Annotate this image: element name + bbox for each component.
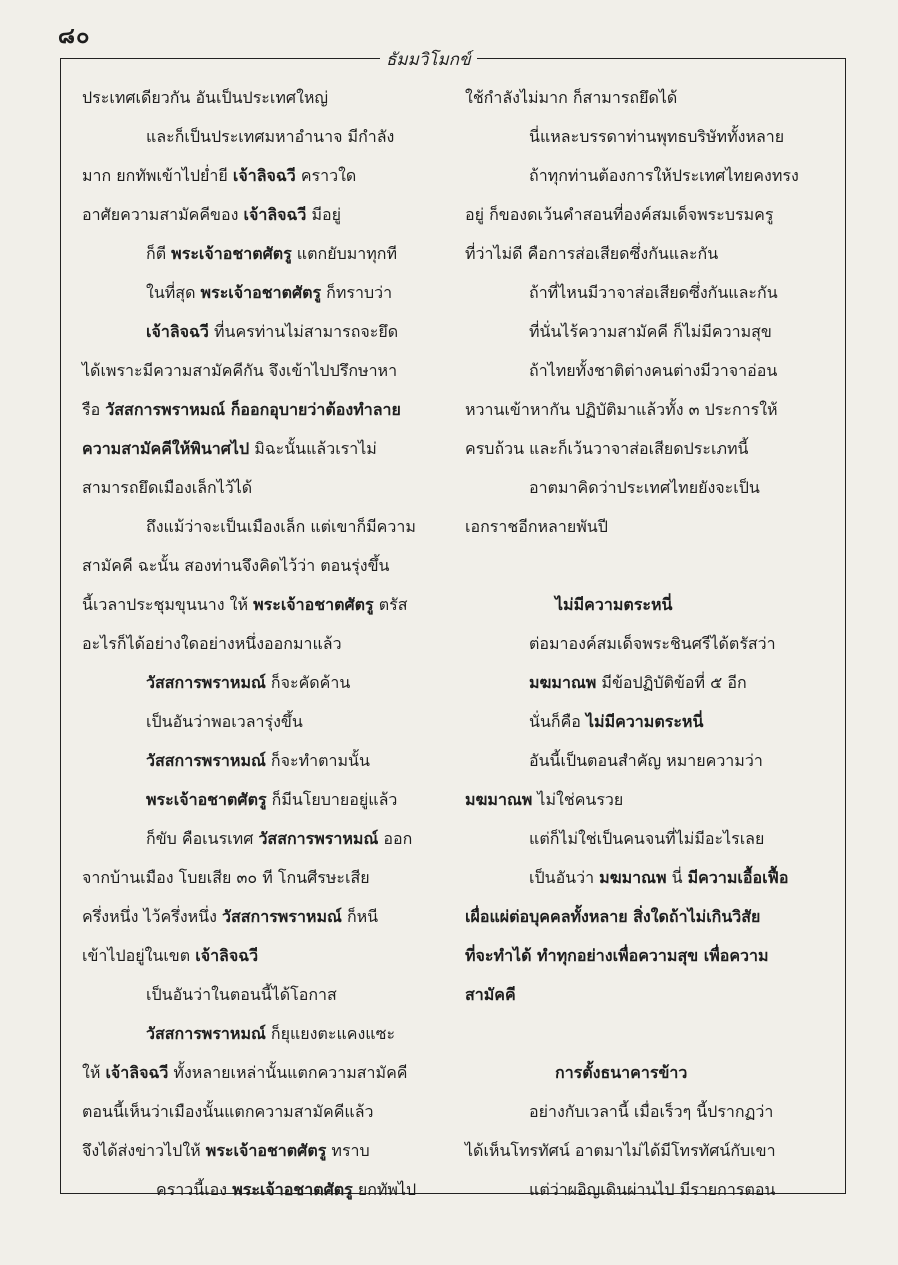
text-line: จากบ้านเมือง โบยเสีย ๓๐ ที โกนศีรษะเสีย — [82, 868, 370, 887]
text-line: วัสสการพราหมณ์ ก็ยุแยงตะแคงแซะ — [146, 1024, 396, 1043]
bold-term: วัสสการพราหมณ์ — [222, 907, 342, 926]
bold-term: เจ้าลิจฉวี — [146, 322, 209, 341]
bold-term: มฆมาณพ — [529, 673, 597, 692]
bold-term: สามัคคี — [465, 985, 516, 1004]
bold-term: มฆมาณพ — [599, 868, 667, 887]
text-line: ได้เห็นโทรทัศน์ อาตมาไม่ได้มีโทรทัศน์กับเขา — [465, 1141, 776, 1160]
text-line: อะไรก็ได้อย่างใดอย่างหนึ่งออกมาแล้ว — [82, 634, 342, 653]
text-line: ที่ว่าไม่ดี คือการส่อเสียดซึ่งกันและกัน — [465, 244, 719, 263]
text-line: ที่นั่นไร้ความสามัคคี ก็ไม่มีความสุข — [529, 322, 772, 341]
text-line: และก็เป็นประเทศมหาอำนาจ มีกำลัง — [146, 127, 395, 146]
text-line: วัสสการพราหมณ์ ก็จะทำตามนั้น — [146, 751, 370, 770]
text-line: ให้ เจ้าลิจฉวี ทั้งหลายเหล่านั้นแตกความสามัคคี — [82, 1063, 408, 1082]
page-number: ๘๐ — [58, 24, 91, 49]
bold-term: เจ้าลิจฉวี — [105, 1063, 169, 1082]
text-line: ต่อมาองค์สมเด็จพระชินศรีได้ตรัสว่า — [529, 634, 776, 653]
text-line: ถ้าทุกท่านต้องการให้ประเทศไทยคงทรง — [529, 166, 799, 185]
text-line: อาตมาคิดว่าประเทศไทยยังจะเป็น — [529, 478, 760, 497]
text-line: มฆมาณพ มีข้อปฏิบัติข้อที่ ๕ อีก — [529, 673, 747, 692]
text-line: อย่างกับเวลานี้ เมื่อเร็วๆ นี้ปรากฏว่า — [529, 1102, 774, 1121]
text-line: ก็ตี พระเจ้าอชาตศัตรู แตกยับมาทุกที — [146, 244, 398, 263]
bold-term: ความสามัคคีให้พินาศไป — [82, 439, 250, 458]
text-line: นั่นก็คือ ไม่มีความตระหนี่ — [529, 712, 704, 731]
bold-term: พระเจ้าอชาตศัตรู — [146, 790, 267, 809]
text-line: มาก ยกทัพเข้าไปย่ำยี เจ้าลิจฉวี คราวใด — [82, 166, 357, 185]
text-line: ถ้าที่ไหนมีวาจาส่อเสียดซึ่งกันและกัน — [529, 283, 778, 302]
text-line: จึงได้ส่งข่าวไปให้ พระเจ้าอชาตศัตรู ทราบ — [82, 1141, 370, 1160]
bold-term: พระเจ้าอชาตศัตรู — [232, 1180, 353, 1199]
bold-term: พระเจ้าอชาตศัตรู — [205, 1141, 327, 1160]
text-line: วัสสการพราหมณ์ ก็จะคัดค้าน — [146, 673, 351, 692]
text-line: ก็ขับ คือเนรเทศ วัสสการพราหมณ์ ออก — [146, 829, 413, 848]
text-line: เจ้าลิจฉวี ที่นครท่านไม่สามารถจะยึด — [146, 322, 399, 341]
text-line: อยู่ ก็ของดเว้นคำสอนที่องค์สมเด็จพระบรมครู — [465, 205, 774, 224]
bold-term: ไม่มีความตระหนี่ — [585, 712, 704, 731]
bold-term: เผื่อแผ่ต่อบุคคลทั้งหลาย สิ่งใดถ้าไม่เกินวิสัย — [465, 907, 761, 926]
running-header: ธัมมวิโมกข์ — [380, 46, 477, 73]
text-line: หวานเข้าหากัน ปฏิบัติมาแล้วทั้ง ๓ ประการให้ — [465, 400, 778, 419]
bold-term: วัสสการพราหมณ์ — [146, 673, 266, 692]
text-line: เป็นอันว่า มฆมาณพ นี่ มีความเอื้อเฟื้อ — [529, 868, 789, 887]
text-line: ตอนนี้เห็นว่าเมืองนั้นแตกความสามัคคีแล้ว — [82, 1102, 374, 1121]
section-heading — [465, 585, 825, 624]
text-line: เป็นอันว่าในตอนนี้ได้โอกาส — [146, 985, 337, 1004]
text-line: สามารถยึดเมืองเล็กไว้ได้ — [82, 478, 253, 497]
section-heading — [465, 1053, 825, 1092]
text-line: ในที่สุด พระเจ้าอชาตศัตรู ก็ทราบว่า — [146, 283, 393, 302]
blank-line — [465, 1014, 825, 1053]
text-line: มฆมาณพ ไม่ใช่คนรวย — [465, 790, 624, 809]
bold-term: วัสสการพราหมณ์ — [146, 1024, 266, 1043]
text-line: ครบถ้วน และก็เว้นวาจาส่อเสียดประเภทนี้ — [465, 439, 749, 458]
text-line: ใช้กำลังไม่มาก ก็สามารถยึดได้ — [465, 88, 678, 107]
text-line: เอกราชอีกหลายพันปี — [465, 517, 608, 536]
bold-term: พระเจ้าอชาตศัตรู — [253, 595, 374, 614]
text-line — [465, 897, 825, 936]
text-line: ถ้าไทยทั้งชาติต่างคนต่างมีวาจาอ่อน — [529, 361, 778, 380]
text-line: คราวนี้เอง พระเจ้าอชาตศัตรู ยกทัพไป — [156, 1180, 417, 1199]
bold-term: เจ้าลิจฉวี — [232, 166, 296, 185]
text-line: ถึงแม้ว่าจะเป็นเมืองเล็ก แต่เขาก็มีความ — [146, 517, 416, 536]
text-line — [465, 936, 825, 975]
text-line: ประเทศเดียวกัน อันเป็นประเทศใหญ่ — [82, 88, 329, 107]
text-line: รือ วัสสการพราหมณ์ ก็ออกอุบายว่าต้องทำลาย — [82, 400, 401, 419]
left-column — [82, 78, 432, 1209]
bold-term: มีความเอื้อเฟื้อ — [687, 868, 789, 887]
text-line: ได้เพราะมีความสามัคคีกัน จึงเข้าไปปรึกษาหา — [82, 361, 398, 380]
text-line: นี้เวลาประชุมขุนนาง ให้ พระเจ้าอชาตศัตรู ตรัส — [82, 595, 408, 614]
text-line: แต่ว่าผอิญเดินผ่านไป มีรายการตอน — [529, 1180, 776, 1199]
text-line: พระเจ้าอชาตศัตรู ก็มีนโยบายอยู่แล้ว — [146, 790, 398, 809]
bold-term: วัสสการพราหมณ์ — [258, 829, 379, 848]
text-line: อันนี้เป็นตอนสำคัญ หมายความว่า — [529, 751, 763, 770]
text-line: แต่ก็ไม่ใช่เป็นคนจนที่ไม่มีอะไรเลย — [529, 829, 765, 848]
bold-term: วัสสการพราหมณ์ — [146, 751, 266, 770]
bold-term: เจ้าลิจฉวี — [243, 205, 307, 224]
bold-term: การตั้งธนาคารข้าว — [555, 1063, 688, 1082]
bold-term: วัสสการพราหมณ์ ก็ออกอุบายว่าต้องทำลาย — [105, 400, 401, 419]
bold-term: ไม่มีความตระหนี่ — [555, 595, 673, 614]
bold-term: เจ้าลิจฉวี — [195, 946, 259, 965]
text-line: สามัคคี ฉะนั้น สองท่านจึงคิดไว้ว่า ตอนรุ่งขึ้น — [82, 556, 390, 575]
text-line: ครึ่งหนึ่ง ไว้ครึ่งหนึ่ง วัสสการพราหมณ์ ก็หนี — [82, 907, 379, 926]
text-line — [465, 975, 825, 1014]
blank-line — [465, 546, 825, 585]
text-line: เป็นอันว่าพอเวลารุ่งขึ้น — [146, 712, 303, 731]
bold-term: มฆมาณพ — [465, 790, 533, 809]
right-column — [465, 78, 825, 1209]
text-line: เข้าไปอยู่ในเขต เจ้าลิจฉวี — [82, 946, 259, 965]
bold-term: พระเจ้าอชาตศัตรู — [200, 283, 322, 302]
text-line: นี่แหละบรรดาท่านพุทธบริษัททั้งหลาย — [529, 127, 785, 146]
text-line: อาศัยความสามัคคีของ เจ้าลิจฉวี มีอยู่ — [82, 205, 342, 224]
bold-term: พระเจ้าอชาตศัตรู — [171, 244, 292, 263]
text-line: ความสามัคคีให้พินาศไป มิฉะนั้นแล้วเราไม่ — [82, 439, 377, 458]
bold-term: ที่จะทำได้ ทำทุกอย่างเพื่อความสุข เพื่อความ — [465, 946, 769, 965]
